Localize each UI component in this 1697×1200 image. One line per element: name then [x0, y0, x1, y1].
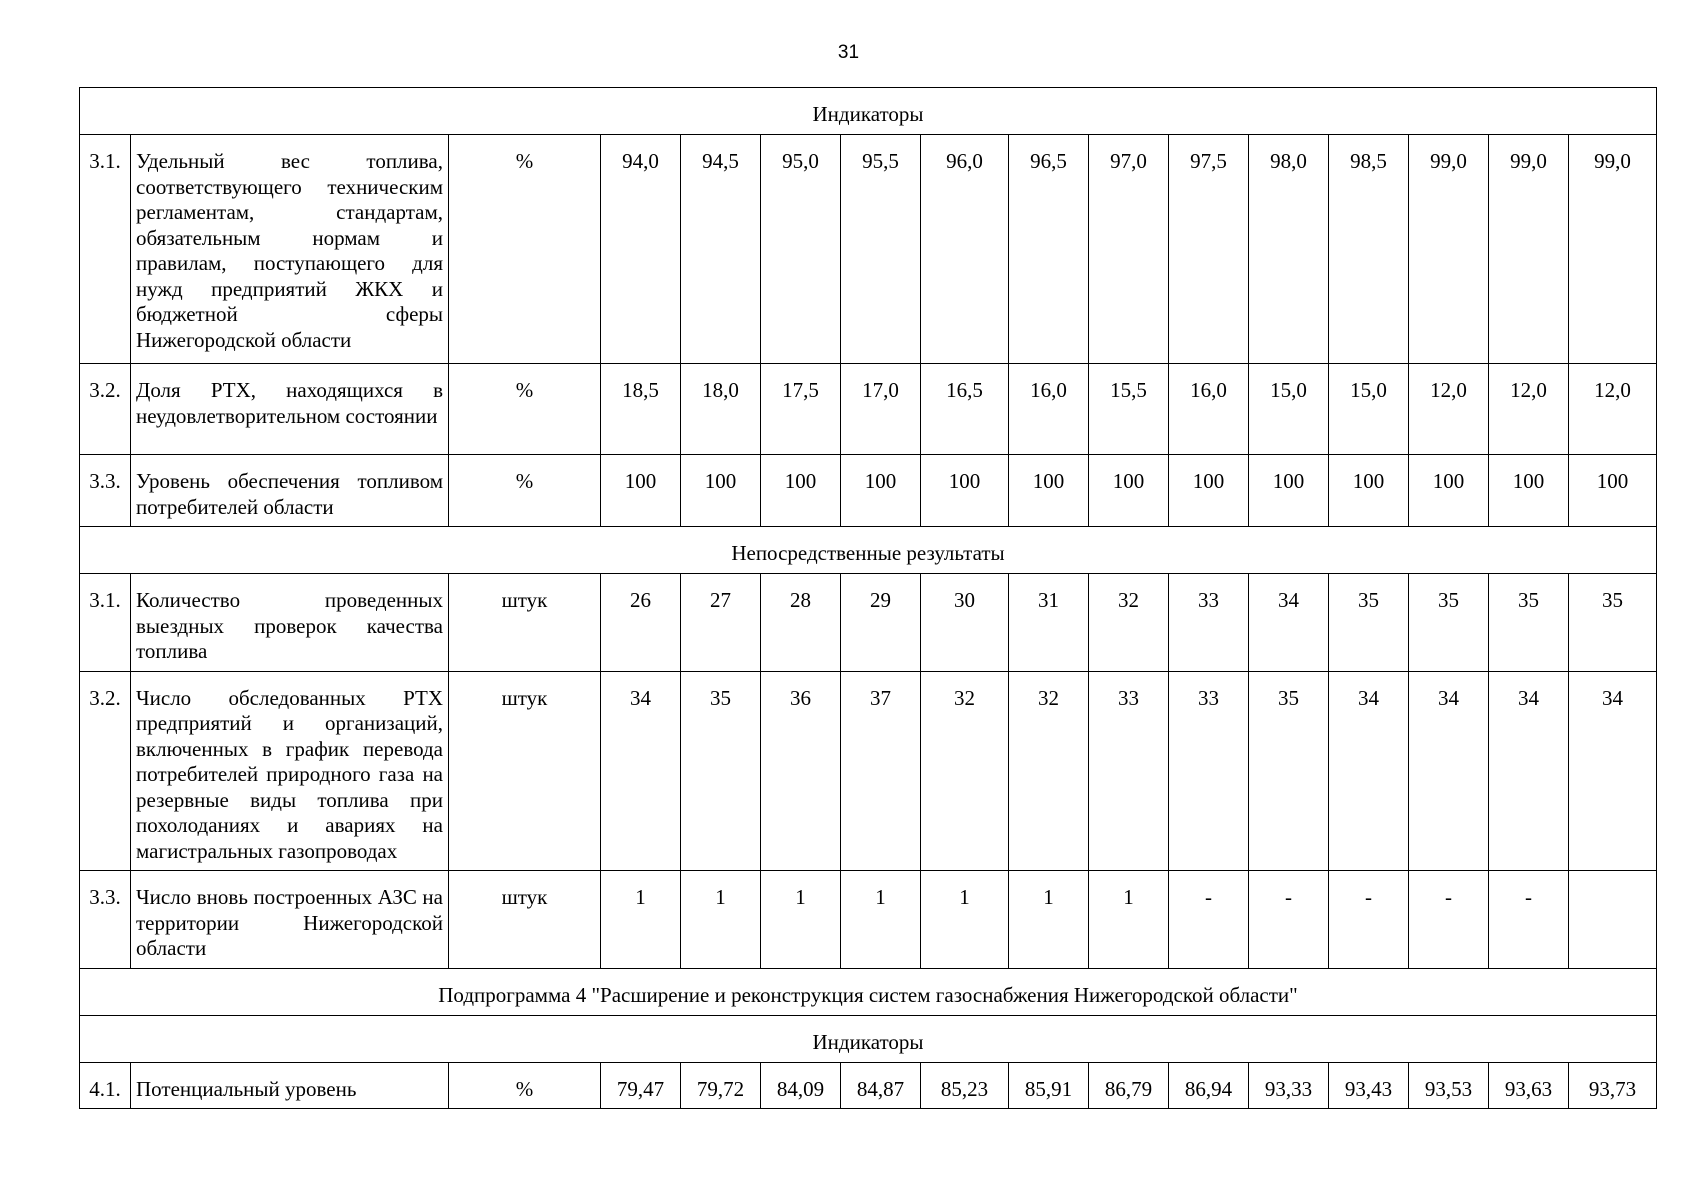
value-cell: 29: [841, 574, 921, 672]
value-cell: 100: [1569, 455, 1657, 527]
unit-cell: штук: [449, 871, 601, 969]
value-cell: 93,63: [1489, 1062, 1569, 1109]
table-row: [80, 455, 1657, 527]
value-cell: -: [1249, 871, 1329, 969]
table-row: [80, 135, 1657, 364]
value-cell: 31: [1009, 574, 1089, 672]
value-cell: 95,0: [761, 135, 841, 364]
value-cell: 1: [1009, 871, 1089, 969]
value-cell: 93,73: [1569, 1062, 1657, 1109]
value-cell: 93,33: [1249, 1062, 1329, 1109]
value-cell: 18,0: [681, 364, 761, 455]
value-cell: 34: [1489, 671, 1569, 871]
value-cell: 35: [681, 671, 761, 871]
value-cell: 12,0: [1489, 364, 1569, 455]
indicator-name: Удельный вес топлива, соответствующего техническим регламентам, стандартам, обязательным нормам и правилам, поступающего для нужд предприятий ЖКХ и бюджетной сферы Нижегородской области: [131, 135, 449, 364]
value-cell: 100: [761, 455, 841, 527]
section-title: Подпрограмма 4 "Расширение и реконструкция систем газоснабжения Нижегородской области": [80, 968, 1657, 1015]
section-title: Непосредственные результаты: [80, 527, 1657, 574]
indicators-table: [79, 87, 1657, 1109]
value-cell: 100: [841, 455, 921, 527]
value-cell: 37: [841, 671, 921, 871]
value-cell: 100: [1329, 455, 1409, 527]
value-cell: 33: [1169, 574, 1249, 672]
section-header-row: [80, 527, 1657, 574]
table-row: [80, 871, 1657, 969]
indicator-name: Число вновь построенных АЗС на территории Нижегородской области: [131, 871, 449, 969]
section-header-row: [80, 1015, 1657, 1062]
table-row: [80, 364, 1657, 455]
value-cell: 98,5: [1329, 135, 1409, 364]
value-cell: -: [1329, 871, 1409, 969]
value-cell: 96,0: [921, 135, 1009, 364]
table-body: [80, 88, 1657, 1109]
value-cell: 34: [1329, 671, 1409, 871]
value-cell: 15,0: [1329, 364, 1409, 455]
value-cell: 34: [1249, 574, 1329, 672]
row-number: 3.3.: [80, 455, 131, 527]
unit-cell: %: [449, 455, 601, 527]
value-cell: 16,0: [1169, 364, 1249, 455]
value-cell: 28: [761, 574, 841, 672]
value-cell: 93,53: [1409, 1062, 1489, 1109]
row-number: 3.3.: [80, 871, 131, 969]
value-cell: 100: [1089, 455, 1169, 527]
value-cell: 84,09: [761, 1062, 841, 1109]
value-cell: 12,0: [1569, 364, 1657, 455]
value-cell: 34: [1409, 671, 1489, 871]
value-cell: 36: [761, 671, 841, 871]
value-cell: 32: [1009, 671, 1089, 871]
row-number: 3.2.: [80, 671, 131, 871]
unit-cell: %: [449, 135, 601, 364]
section-title: Индикаторы: [80, 1015, 1657, 1062]
value-cell: 97,5: [1169, 135, 1249, 364]
value-cell: 100: [601, 455, 681, 527]
value-cell: 1: [681, 871, 761, 969]
value-cell: 1: [921, 871, 1009, 969]
value-cell: 15,0: [1249, 364, 1329, 455]
value-cell: 17,5: [761, 364, 841, 455]
value-cell: 100: [1489, 455, 1569, 527]
table-row: [80, 574, 1657, 672]
value-cell: 97,0: [1089, 135, 1169, 364]
value-cell: 35: [1329, 574, 1409, 672]
value-cell: 35: [1249, 671, 1329, 871]
value-cell: 84,87: [841, 1062, 921, 1109]
value-cell: 32: [1089, 574, 1169, 672]
value-cell: 16,5: [921, 364, 1009, 455]
section-header-row: [80, 968, 1657, 1015]
page-number: 31: [837, 42, 860, 63]
unit-cell: штук: [449, 574, 601, 672]
table-row: [80, 1062, 1657, 1109]
value-cell: 32: [921, 671, 1009, 871]
unit-cell: %: [449, 364, 601, 455]
value-cell: 100: [1409, 455, 1489, 527]
value-cell: 85,23: [921, 1062, 1009, 1109]
value-cell: 100: [1249, 455, 1329, 527]
indicator-name: Потенциальный уровень: [131, 1062, 449, 1109]
value-cell: 1: [841, 871, 921, 969]
value-cell: 86,94: [1169, 1062, 1249, 1109]
indicator-name: Доля РТХ, находящихся в неудовлетворительном состоянии: [131, 364, 449, 455]
value-cell: 100: [1169, 455, 1249, 527]
value-cell: 35: [1409, 574, 1489, 672]
value-cell: 27: [681, 574, 761, 672]
indicator-name: Уровень обеспечения топливом потребителей области: [131, 455, 449, 527]
value-cell: 1: [601, 871, 681, 969]
value-cell: 15,5: [1089, 364, 1169, 455]
value-cell: 34: [1569, 671, 1657, 871]
value-cell: 35: [1489, 574, 1569, 672]
value-cell: 34: [601, 671, 681, 871]
value-cell: 33: [1089, 671, 1169, 871]
value-cell: 1: [1089, 871, 1169, 969]
row-number: 3.2.: [80, 364, 131, 455]
value-cell: 99,0: [1569, 135, 1657, 364]
value-cell: 17,0: [841, 364, 921, 455]
value-cell: 100: [1009, 455, 1089, 527]
value-cell: -: [1169, 871, 1249, 969]
value-cell: 85,91: [1009, 1062, 1089, 1109]
value-cell: 18,5: [601, 364, 681, 455]
value-cell: 95,5: [841, 135, 921, 364]
section-title: Индикаторы: [80, 88, 1657, 135]
section-header-row: [80, 88, 1657, 135]
value-cell: 100: [681, 455, 761, 527]
value-cell: 98,0: [1249, 135, 1329, 364]
unit-cell: штук: [449, 671, 601, 871]
value-cell: 35: [1569, 574, 1657, 672]
value-cell: 86,79: [1089, 1062, 1169, 1109]
value-cell: 33: [1169, 671, 1249, 871]
value-cell: 79,47: [601, 1062, 681, 1109]
value-cell: 79,72: [681, 1062, 761, 1109]
value-cell: 99,0: [1489, 135, 1569, 364]
value-cell: 16,0: [1009, 364, 1089, 455]
value-cell: 93,43: [1329, 1062, 1409, 1109]
value-cell: 30: [921, 574, 1009, 672]
row-number: 3.1.: [80, 574, 131, 672]
value-cell: -: [1409, 871, 1489, 969]
value-cell: 96,5: [1009, 135, 1089, 364]
table-row: [80, 671, 1657, 871]
row-number: 4.1.: [80, 1062, 131, 1109]
value-cell: 100: [921, 455, 1009, 527]
value-cell: -: [1489, 871, 1569, 969]
value-cell: 99,0: [1409, 135, 1489, 364]
value-cell: [1569, 871, 1657, 969]
row-number: 3.1.: [80, 135, 131, 364]
value-cell: 12,0: [1409, 364, 1489, 455]
indicator-name: Количество проведенных выездных проверок качества топлива: [131, 574, 449, 672]
value-cell: 94,5: [681, 135, 761, 364]
indicator-name: Число обследованных РТХ предприятий и организаций, включенных в график перевода потребителей природного газа на резервные виды топлива при похолоданиях и авариях на магистральных газопроводах: [131, 671, 449, 871]
value-cell: 94,0: [601, 135, 681, 364]
value-cell: 26: [601, 574, 681, 672]
value-cell: 1: [761, 871, 841, 969]
unit-cell: %: [449, 1062, 601, 1109]
